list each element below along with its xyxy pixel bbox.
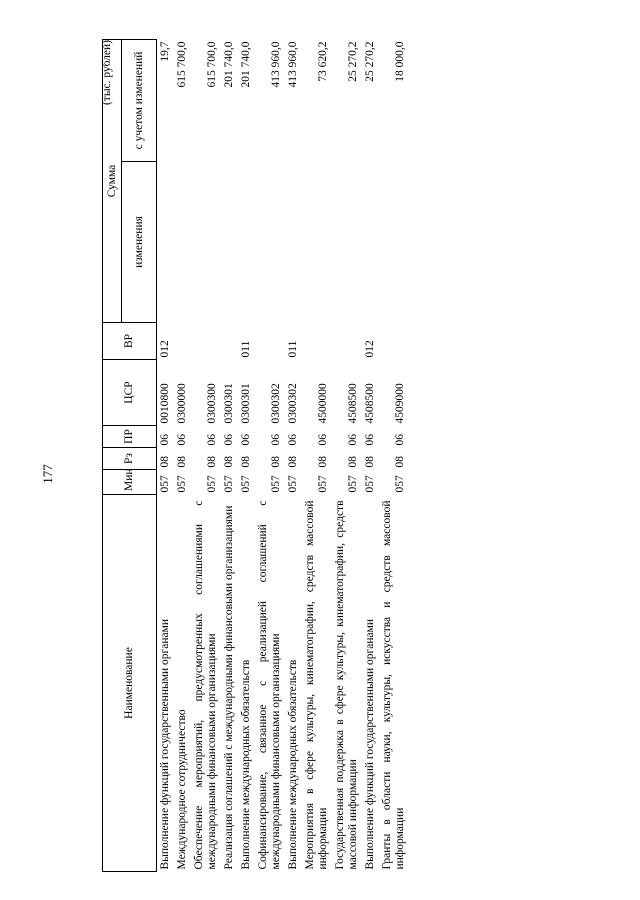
cell-pr: 06 (270, 434, 282, 446)
table-row (221, 39, 238, 871)
cell-pr: 06 (364, 434, 376, 446)
cell-min: 057 (347, 475, 359, 493)
header-pr: ПР (103, 426, 157, 448)
cell-min: 057 (176, 475, 188, 493)
cell-name: Выполнение международных обязательств (240, 659, 252, 870)
cell-rz: 08 (240, 456, 252, 468)
cell-rz: 08 (159, 456, 171, 468)
cell-name: Софинансирование, связанное с реализацией соглашений с международными финансовыми организациями (257, 500, 282, 870)
cell-total: 413 960,0 (287, 41, 299, 88)
table-row (255, 39, 285, 871)
cell-total: 73 620,2 (317, 41, 329, 82)
cell-pr: 06 (223, 434, 235, 446)
cell-min: 057 (317, 475, 329, 493)
header-vr: ВР (103, 323, 157, 360)
cell-name: Обеспечение мероприятий, предусмотренных соглашениями с международными финансовыми организациями (193, 500, 218, 870)
cell-pr: 06 (159, 434, 171, 446)
cell-total: 615 700,0 (206, 41, 218, 88)
budget-table-wrapper (102, 40, 409, 872)
cell-change (255, 162, 285, 323)
cell-change (362, 162, 379, 323)
cell-total: 201 740,0 (223, 41, 235, 88)
cell-min: 057 (394, 475, 406, 493)
cell-vr: 011 (240, 340, 252, 358)
cell-pr: 06 (240, 434, 252, 446)
table-row (157, 39, 175, 871)
cell-csr: 0010800 (159, 383, 171, 424)
header-csr: ЦСР (103, 360, 157, 426)
cell-csr: 0300300 (206, 383, 218, 424)
cell-vr: 012 (364, 340, 376, 358)
table-body (157, 39, 410, 871)
unit-note: (тыс. рублей) (101, 40, 113, 106)
cell-min: 057 (364, 475, 376, 493)
cell-min: 057 (240, 475, 252, 493)
cell-csr: 0300302 (287, 383, 299, 424)
cell-vr (255, 323, 285, 360)
header-change: изменения (122, 162, 157, 323)
table-row (302, 39, 332, 871)
header-name: Наименование (103, 495, 157, 872)
cell-total: 201 740,0 (240, 41, 252, 88)
cell-min: 057 (270, 475, 282, 493)
cell-change (221, 162, 238, 323)
cell-change (285, 162, 302, 323)
cell-vr (302, 323, 332, 360)
cell-rz: 08 (206, 456, 218, 468)
cell-total: 413 960,0 (270, 41, 282, 88)
budget-table (102, 39, 409, 872)
cell-vr (191, 323, 221, 360)
cell-pr: 06 (287, 434, 299, 446)
cell-vr (174, 323, 191, 360)
cell-change (379, 162, 409, 323)
table-row (174, 39, 191, 871)
cell-csr: 4508500 (347, 383, 359, 424)
cell-rz: 08 (270, 456, 282, 468)
cell-change (174, 162, 191, 323)
table-header (103, 39, 157, 871)
cell-csr: 4508500 (364, 383, 376, 424)
cell-csr: 4509000 (394, 383, 406, 424)
cell-pr: 06 (317, 434, 329, 446)
cell-rz: 08 (176, 456, 188, 468)
table-row (379, 39, 409, 871)
cell-vr: 011 (287, 340, 299, 358)
cell-name: Мероприятия в сфере культуры, кинематографии, средств массовой информации (304, 500, 329, 870)
rotated-document (90, 40, 570, 872)
cell-change (332, 162, 362, 323)
cell-change (191, 162, 221, 323)
cell-min: 057 (159, 475, 171, 493)
cell-total: 25 270,2 (347, 41, 359, 82)
cell-csr: 0300301 (240, 383, 252, 424)
cell-total: 19,7 (159, 41, 171, 62)
cell-rz: 08 (287, 456, 299, 468)
cell-name: Гранты в области науки, культуры, искусства и средств массовой информации (381, 500, 406, 870)
cell-pr: 06 (347, 434, 359, 446)
cell-name: Выполнение функций государственными органами (364, 618, 376, 870)
table-row (238, 39, 255, 871)
cell-name: Выполнение функций государственными органами (159, 618, 171, 870)
cell-pr: 06 (394, 434, 406, 446)
cell-rz: 08 (223, 456, 235, 468)
table-row (191, 39, 221, 871)
cell-pr: 06 (206, 434, 218, 446)
table-row (285, 39, 302, 871)
cell-vr (379, 323, 409, 360)
cell-name: Международное сотрудничество (176, 709, 188, 870)
header-rz: Рз (103, 448, 157, 470)
cell-csr: 4500000 (317, 383, 329, 424)
page-number: 177 (40, 464, 55, 484)
cell-name: Реализация соглашений с международными финансовыми организациями (223, 505, 235, 870)
cell-total: 25 270,2 (364, 41, 376, 82)
cell-min: 057 (223, 475, 235, 493)
header-with-change: с учетом изменений (122, 39, 157, 161)
table-row (362, 39, 379, 871)
cell-change (238, 162, 255, 323)
table-row (332, 39, 362, 871)
cell-vr: 012 (159, 340, 171, 358)
cell-min: 057 (287, 475, 299, 493)
cell-rz: 08 (347, 456, 359, 468)
cell-rz: 08 (364, 456, 376, 468)
cell-pr: 06 (176, 434, 188, 446)
header-min: Мин (103, 470, 157, 495)
cell-min: 057 (206, 475, 218, 493)
cell-change (302, 162, 332, 323)
cell-csr: 0300000 (176, 383, 188, 424)
cell-vr (332, 323, 362, 360)
cell-change (157, 162, 175, 323)
cell-vr (221, 323, 238, 360)
cell-total: 18 000,0 (394, 41, 406, 82)
cell-csr: 0300301 (223, 383, 235, 424)
header-summa: Сумма (103, 39, 122, 322)
cell-total: 615 700,0 (176, 41, 188, 88)
cell-name: Выполнение международных обязательств (287, 659, 299, 870)
cell-rz: 08 (317, 456, 329, 468)
cell-rz: 08 (394, 456, 406, 468)
cell-csr: 0300302 (270, 383, 282, 424)
cell-name: Государственная поддержка в сфере культуры, кинематографии, средств массовой информации (334, 500, 359, 870)
